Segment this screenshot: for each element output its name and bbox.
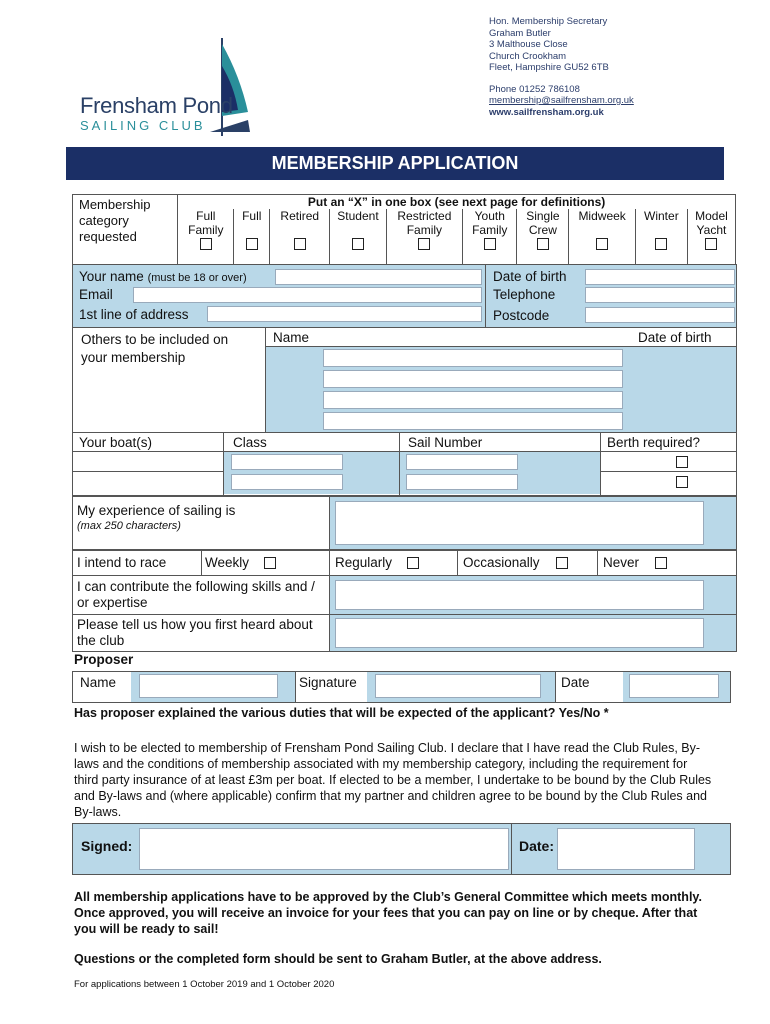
berth-checkbox-1[interactable] xyxy=(676,456,688,468)
boats-label: Your boat(s) xyxy=(79,435,153,450)
category-checkbox[interactable] xyxy=(484,238,496,250)
contact-line: 3 Malthouse Close xyxy=(489,39,568,50)
proposer-section xyxy=(72,671,731,703)
name-field[interactable] xyxy=(275,269,482,285)
boat-class-field-2[interactable] xyxy=(231,474,343,490)
proposer-date-label: Date xyxy=(561,675,590,690)
category-option xyxy=(178,209,234,268)
race-weekly-checkbox[interactable] xyxy=(264,557,276,569)
category-option xyxy=(635,209,687,268)
signature-field[interactable] xyxy=(139,828,509,870)
race-regularly-label: Regularly xyxy=(335,555,393,570)
category-option xyxy=(687,209,735,268)
category-option-label: Model xyxy=(695,209,728,223)
race-label: I intend to race xyxy=(77,555,167,570)
others-label: Others to be included on your membership xyxy=(81,332,229,365)
club-subtitle: SAILING CLUB xyxy=(80,118,206,133)
contact-line: Fleet, Hampshire GU52 6TB xyxy=(489,62,609,73)
category-option-label: Restricted xyxy=(397,209,452,223)
approval-text: All membership applications have to be approved by the Club’s General Committee which meets monthly. Once approved, you will receive an invoice for your fees that you can pay on line or by cheque. After that you will be ready to sail! xyxy=(74,890,702,936)
category-instruction: Put an “X” in one box (see next page for definitions) xyxy=(178,195,736,210)
proposer-signature-label: Signature xyxy=(299,675,357,690)
category-checkbox[interactable] xyxy=(294,238,306,250)
contact-line: Hon. Membership Secretary xyxy=(489,16,608,27)
category-option-label: Single xyxy=(526,209,560,223)
category-checkbox[interactable] xyxy=(655,238,667,250)
category-option-label xyxy=(636,223,687,237)
footer-note: For applications between 1 October 2019 and 1 October 2020 xyxy=(74,979,335,990)
contact-web-link[interactable]: www.sailfrensham.org.uk xyxy=(489,106,604,118)
boat-class-field-1[interactable] xyxy=(231,454,343,470)
contact-line: Graham Butler xyxy=(489,27,551,39)
club-name: Frensham Pond xyxy=(80,93,233,118)
category-option-label: Crew xyxy=(528,223,557,237)
category-checkbox[interactable] xyxy=(352,238,364,250)
category-option xyxy=(517,209,569,268)
category-table xyxy=(72,194,736,268)
category-option-label xyxy=(270,223,329,237)
category-option-label: Yacht xyxy=(696,223,727,237)
category-checkbox[interactable] xyxy=(200,238,212,250)
category-option-label: Youth xyxy=(474,209,505,223)
others-name-header: Name xyxy=(273,330,310,345)
category-option-label: Midweek xyxy=(578,209,626,223)
category-option-label: Student xyxy=(337,209,379,223)
category-option xyxy=(330,209,386,268)
others-name-field-3[interactable] xyxy=(323,391,623,409)
category-option-label xyxy=(569,223,634,237)
race-never-checkbox[interactable] xyxy=(655,557,667,569)
category-option xyxy=(234,209,270,268)
signed-date-field[interactable] xyxy=(557,828,695,870)
experience-field[interactable] xyxy=(335,501,704,545)
category-option-label: Family xyxy=(472,223,508,237)
others-section xyxy=(72,327,737,433)
category-checkbox[interactable] xyxy=(418,238,430,250)
questions-text: Questions or the completed form should be sent to Graham Butler, at the above address. xyxy=(74,952,602,966)
contact-email-link[interactable]: membership@sailfrensham.org.uk xyxy=(489,95,634,106)
dob-field[interactable] xyxy=(585,269,735,285)
page-title: MEMBERSHIP APPLICATION xyxy=(66,147,724,180)
proposer-date-field[interactable] xyxy=(629,674,719,698)
race-weekly-label: Weekly xyxy=(205,555,250,570)
heard-label: Please tell us how you first heard about the club xyxy=(77,617,313,648)
personal-section xyxy=(72,264,737,328)
class-header: Class xyxy=(233,435,267,450)
telephone-field[interactable] xyxy=(585,287,735,303)
proposer-question: Has proposer explained the various duties that will be expected of the applicant? Yes/No * xyxy=(74,706,609,720)
category-checkbox[interactable] xyxy=(596,238,608,250)
category-option xyxy=(386,209,463,268)
category-option-label: Full xyxy=(242,209,262,223)
sail-number-field-2[interactable] xyxy=(406,474,518,490)
category-checkbox[interactable] xyxy=(537,238,549,250)
category-option-label xyxy=(330,223,385,237)
heard-section xyxy=(72,614,737,652)
contact-block xyxy=(489,16,634,118)
others-name-field-2[interactable] xyxy=(323,370,623,388)
address-field[interactable] xyxy=(207,306,482,322)
proposer-name-label: Name xyxy=(80,675,117,690)
contact-line: Church Crookham xyxy=(489,50,567,62)
address-label: 1st line of address xyxy=(79,307,189,322)
race-regularly-checkbox[interactable] xyxy=(407,557,419,569)
category-option-label: Family xyxy=(406,223,443,237)
heard-field[interactable] xyxy=(335,618,704,648)
category-checkbox[interactable] xyxy=(705,238,717,250)
category-label: Membership category requested xyxy=(73,195,178,268)
category-option-label: Family xyxy=(188,223,224,237)
email-field[interactable] xyxy=(133,287,482,303)
telephone-label: Telephone xyxy=(493,287,556,302)
race-never-label: Never xyxy=(603,555,640,570)
signed-section xyxy=(72,823,731,875)
experience-label: My experience of sailing is xyxy=(77,503,236,518)
skills-section xyxy=(72,575,737,615)
experience-section xyxy=(72,496,737,550)
skills-label: I can contribute the following skills and / or expertise xyxy=(77,579,315,610)
category-option xyxy=(463,209,517,268)
race-section xyxy=(72,550,737,576)
category-option-label: Retired xyxy=(280,209,320,223)
category-checkbox[interactable] xyxy=(246,238,258,250)
experience-note: (max 250 characters) xyxy=(77,520,181,532)
sail-number-field-1[interactable] xyxy=(406,454,518,470)
proposer-heading: Proposer xyxy=(74,652,134,667)
email-label: Email xyxy=(79,287,113,302)
race-occasionally-checkbox[interactable] xyxy=(556,557,568,569)
berth-header: Berth required? xyxy=(607,435,701,450)
dob-label: Date of birth xyxy=(493,269,567,284)
club-logo xyxy=(80,93,233,133)
signed-date-label: Date: xyxy=(519,838,555,854)
declaration-text: I wish to be elected to membership of Frensham Pond Sailing Club. I declare that I have read the Club Rules, By-laws and the conditions of membership associated with my membership category, including the requirement for third party insurance of at least £3m per boat. If elected to be a member, I undertake to be bound by the Club Rules and By-laws and (where applicable) confirm that my partner and children agree to be bound by the Club Rules and By-laws. xyxy=(74,741,712,819)
boats-section xyxy=(72,432,737,496)
signed-label: Signed: xyxy=(81,838,133,854)
category-option xyxy=(569,209,635,268)
category-option-label xyxy=(234,223,269,237)
contact-phone: Phone 01252 786108 xyxy=(489,83,580,95)
others-dob-header: Date of birth xyxy=(638,330,712,345)
berth-checkbox-2[interactable] xyxy=(676,476,688,488)
category-option-label: Winter xyxy=(644,209,679,223)
proposer-name-field[interactable] xyxy=(139,674,278,698)
category-option-label: Full xyxy=(196,209,216,223)
category-option xyxy=(270,209,330,268)
sail-number-header: Sail Number xyxy=(408,435,483,450)
skills-field[interactable] xyxy=(335,580,704,610)
name-label: Your name (must be 18 or over) xyxy=(79,269,247,284)
proposer-signature-field[interactable] xyxy=(375,674,541,698)
race-occasionally-label: Occasionally xyxy=(463,555,540,570)
others-name-field-1[interactable] xyxy=(323,349,623,367)
postcode-field[interactable] xyxy=(585,307,735,323)
others-name-field-4[interactable] xyxy=(323,412,623,430)
postcode-label: Postcode xyxy=(493,308,550,323)
